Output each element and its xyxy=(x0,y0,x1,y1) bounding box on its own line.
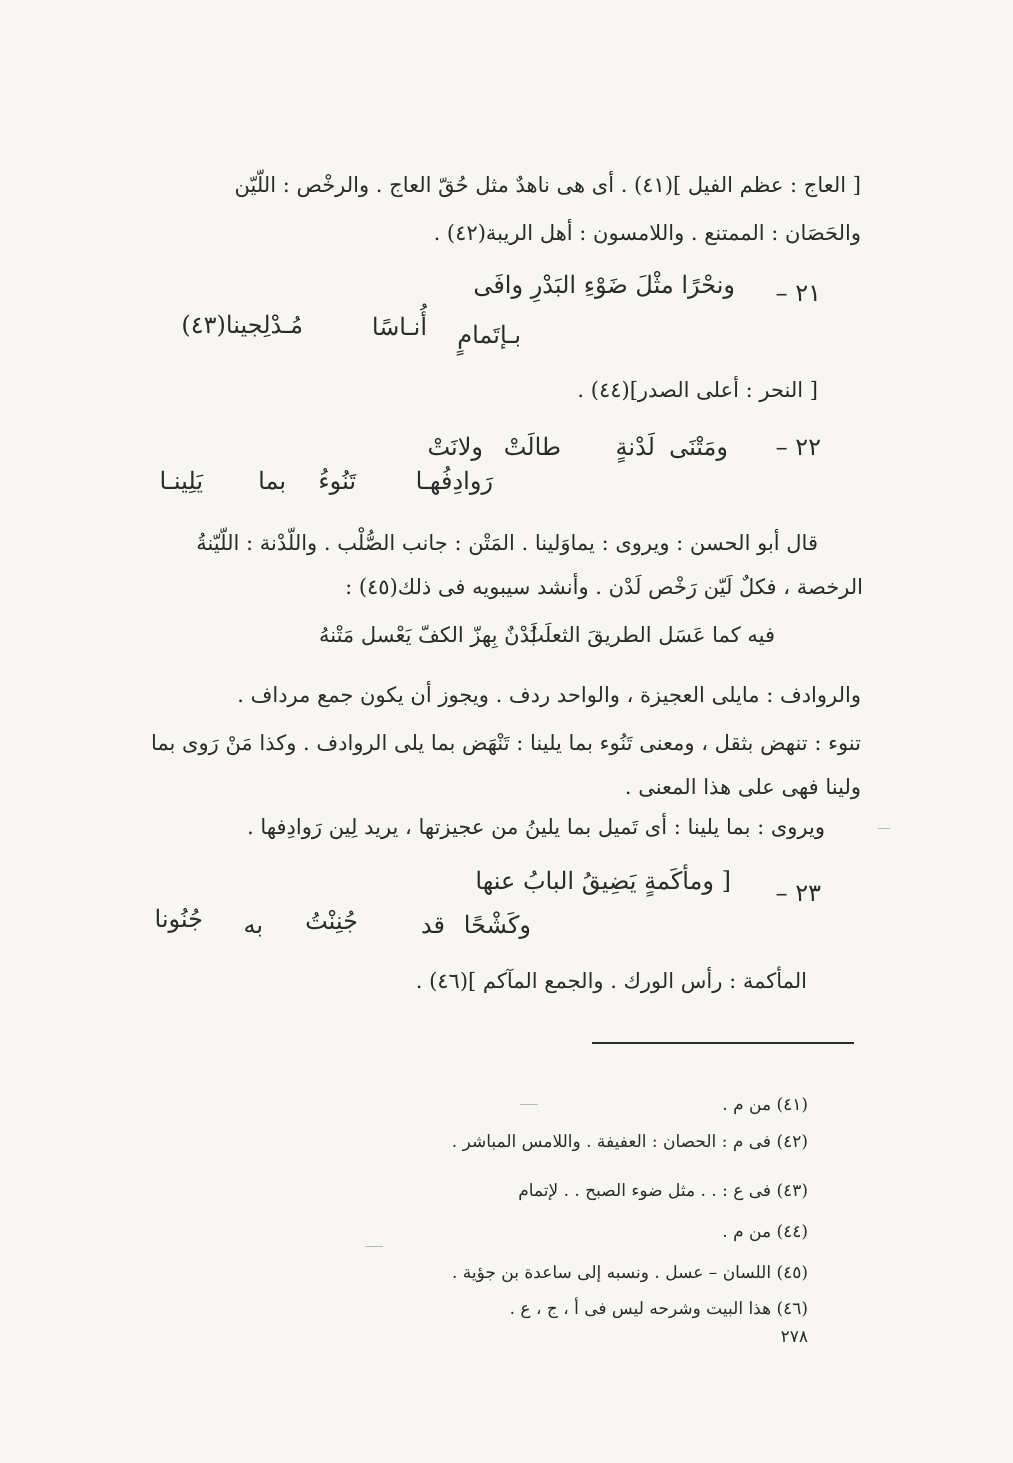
scan-speck xyxy=(878,828,890,829)
note-makma: المأكمة : رأس الورك . والجمع المآكم ](٤٦) . xyxy=(415,969,807,993)
footnote: (٤١) من م . xyxy=(722,1095,808,1115)
verse-22-word: رَوادِفُهـا xyxy=(415,467,493,495)
verse-23-word: به xyxy=(243,911,263,939)
verse-21-word: بـإتَمامٍ xyxy=(457,321,521,349)
verse-23-line-1: [ ومأكَمةٍ يَضِيقُ البابُ عنها xyxy=(475,867,731,895)
note-nahr: [ النحر : أعلى الصدر](٤٤) . xyxy=(577,378,818,402)
explanation-line: تنوء : تنهض بثقل ، ومعنى تَنُوء بما يلينا : تَنْهَض بما يلى الروادف . وكذا مَنْ رَوى بما xyxy=(150,731,861,755)
verse-21-number: ٢١ – xyxy=(775,279,821,307)
footnote: (٤٦) هذا البيت وشرحه ليس فى أ ، ج ، ع . xyxy=(509,1299,808,1319)
footnote-divider xyxy=(592,1042,854,1044)
verse-22-word: ولانَتْ xyxy=(427,433,483,461)
explanation-line: ويروى : بما يلينا : أى تَميل بما يلينُ من عجيزتها ، يريد لِين رَوادِفها . xyxy=(247,815,825,839)
explanation-line: ولينا فهى على هذا المعنى . xyxy=(624,775,861,799)
footnote: (٤٣) فى ع : . . مثل ضوء الصبح . . لإتمام xyxy=(518,1181,808,1201)
footnote: (٤٥) اللسان – عسل . ونسبه إلى ساعدة بن جؤية . xyxy=(451,1263,808,1283)
verse-22-word: طالَتْ xyxy=(503,433,561,461)
explanation-line: والروادف : مايلى العجيزة ، والواحد ردف . ويجوز أن يكون جمع مرداف . xyxy=(237,683,861,707)
verse-22-word: تَنُوءُ xyxy=(318,467,356,495)
verse-23-word: وكَشْحًا xyxy=(463,911,531,939)
page-number: ٢٧٨ xyxy=(780,1327,808,1347)
verse-22-word: ومَتْنَى xyxy=(669,433,728,461)
verse-21-line-1: ونحْرًا مثْلَ ضَوْءِ البَدْرِ وافَى xyxy=(473,271,735,299)
verse-22-word: بما xyxy=(258,467,286,495)
verse-23-word: قد xyxy=(420,911,445,939)
quoted-verse-second-half: فيه كما عَسَل الطريقَ الثعلَبُ xyxy=(524,623,775,647)
footnote: (٤٤) من م . xyxy=(722,1222,808,1242)
verse-23-word: جُنِنْتُ xyxy=(305,907,358,935)
verse-22-word: يَلِينـا xyxy=(159,467,203,495)
commentary-line-2: والحَصَان : الممتنع . واللامسون : أهل الريبة(٤٢) . xyxy=(433,221,861,245)
verse-21-word: مُـدْلِجينا(٤٣) xyxy=(181,311,303,339)
explanation-line: الرخصة ، فكلٌ لَيّن رَخْص لَدْن . وأنشد سيبويه فى ذلك(٤٥) : xyxy=(345,575,863,599)
verse-22-number: ٢٢ – xyxy=(775,433,821,461)
footnote: (٤٢) فى م : الحصان : العفيفة . واللامس المباشر . xyxy=(451,1132,808,1152)
explanation-line: قال أبو الحسن : ويروى : يماوَلينا . المَتْن : جانب الصُّلْب . واللّدْنة : اللّيّنةُ xyxy=(196,531,818,555)
verse-23-word: جُنُونا xyxy=(154,905,203,933)
verse-22-word: لَدْنةٍ xyxy=(615,433,655,461)
verse-21-word: أُنـاسًا xyxy=(371,313,427,341)
verse-23-number: ٢٣ – xyxy=(775,879,821,907)
scan-speck xyxy=(365,1246,383,1247)
commentary-line-1: [ العاج : عظم الفيل ](٤١) . أى هى ناهدٌ مثل حُقّ العاج . والرخْص : اللّيّن xyxy=(234,173,861,197)
quoted-verse-first-half: لَدْنٌ بِهزّ الكفّ يَعْسل مَتْنهُ xyxy=(318,623,537,647)
scan-speck xyxy=(520,1104,538,1105)
